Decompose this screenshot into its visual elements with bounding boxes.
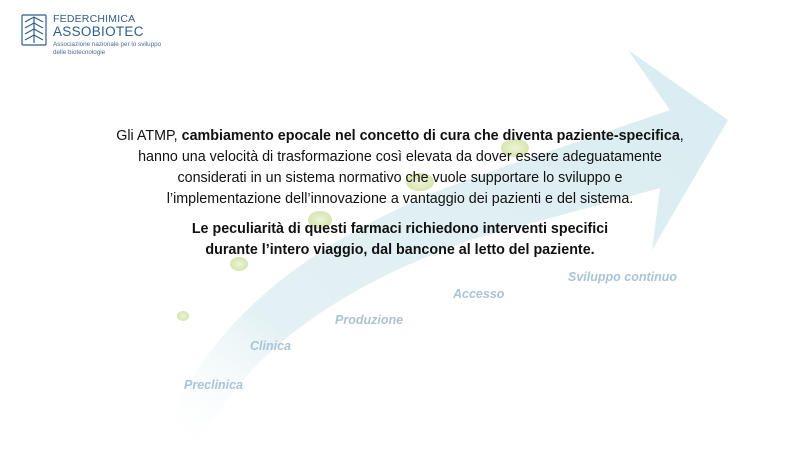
logo-assobiotec: ASSOBIOTEC [53,24,144,39]
logo-federchimica: FEDERCHIMICA [53,13,136,25]
stage-produzione: Produzione [335,313,404,327]
stage-dot-1 [177,311,189,321]
intro-paragraph: Gli ATMP, cambiamento epocale nel concetto di cura che diventa paziente-specifica, hanno una velocità di trasformazione così elevata da dover essere adeguatamente considerati in un sistema normativo che vuole supportare lo sviluppo e l’implementazione dell’innovazione a vantaggio dei pazienti e del sistema. [116,128,684,207]
stage-clinica: Clinica [250,339,291,353]
intro-emphasis: cambiamento epocale nel concetto di cura che diventa paziente-specifica [181,128,680,144]
key-message: Le peculiarità di questi farmaci richiedono interventi specifici durante l’intero viaggio, dal bancone al letto del paziente. [191,221,609,258]
logo-subtitle: Associazione nazionale per lo sviluppo delle biotecnologie [53,41,162,56]
assobiotec-logo [20,12,190,62]
logo-emblem-icon [20,12,48,48]
stage-sviluppo-continuo: Sviluppo continuo [568,270,678,284]
stage-accesso: Accesso [453,287,505,301]
stage-preclinica: Preclinica [184,378,244,392]
